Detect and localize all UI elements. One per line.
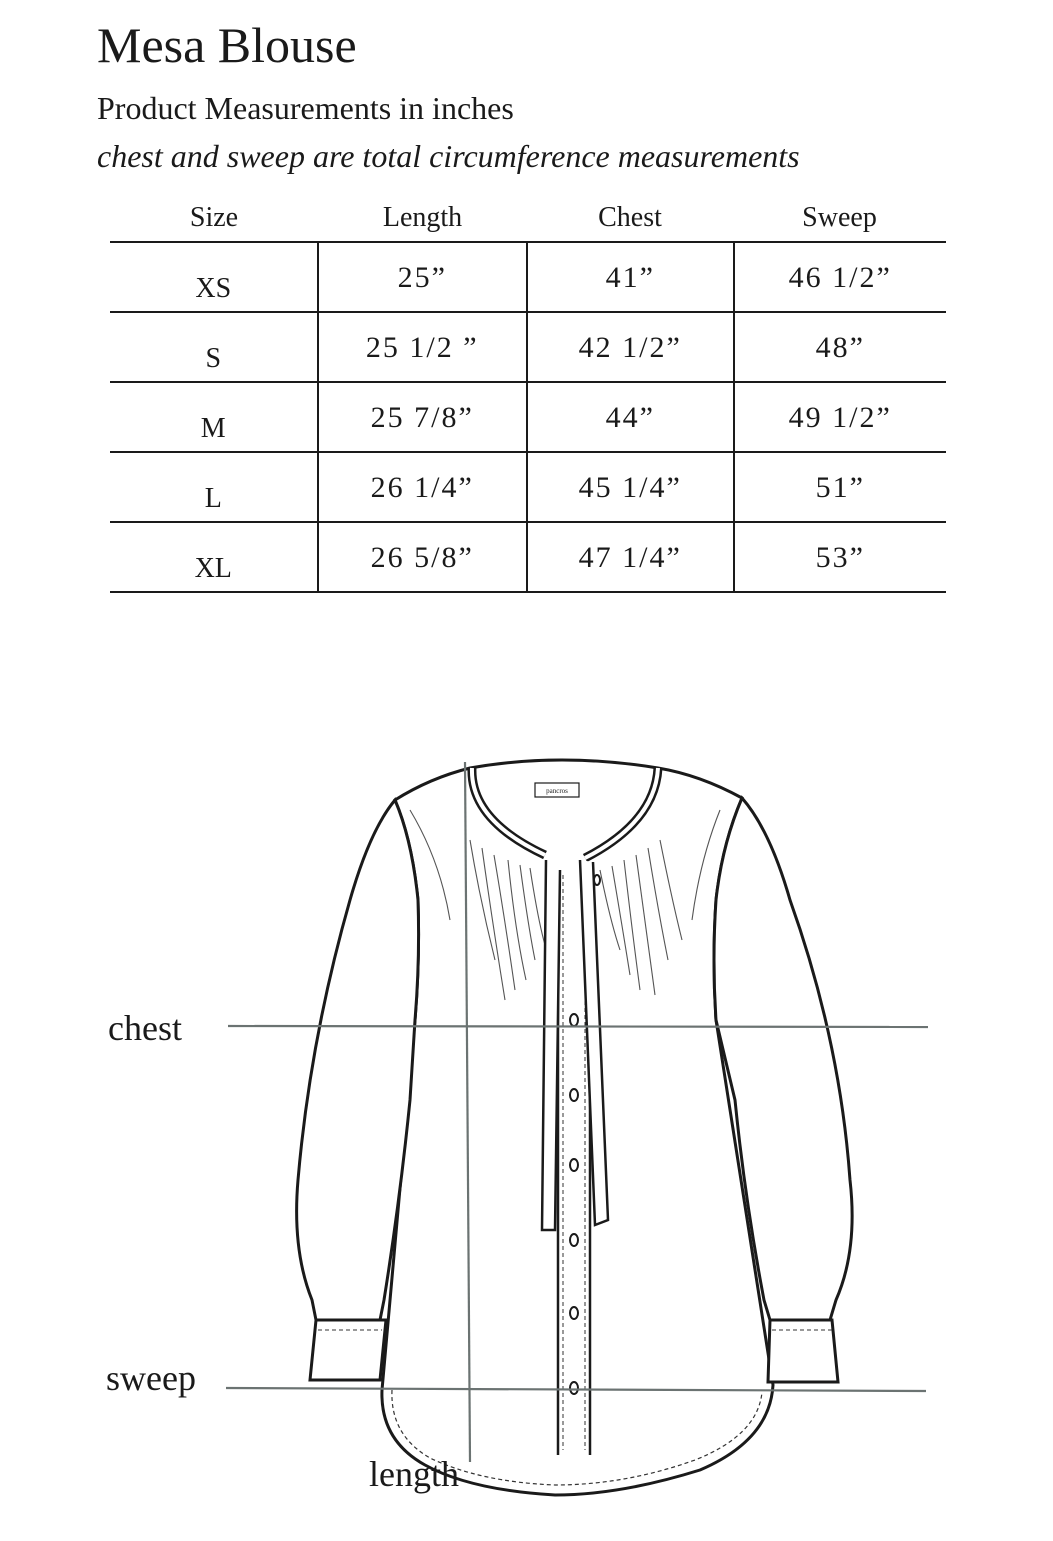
- size-cell: XL: [110, 523, 319, 591]
- garment-label-text: pancros: [546, 787, 568, 795]
- size-cell: XS: [110, 243, 319, 311]
- page-title: Mesa Blouse: [97, 17, 357, 73]
- measurement-note: chest and sweep are total circumference measurements: [97, 138, 800, 174]
- chest-label: chest: [108, 1008, 182, 1048]
- length-cell: 26 1/4”: [319, 453, 529, 521]
- button: [570, 1234, 578, 1246]
- size-cell: M: [110, 383, 319, 451]
- chest-measure-line: [228, 1026, 928, 1027]
- sweep-cell: 49 1/2”: [788, 401, 892, 434]
- column-header-sweep: Sweep: [802, 202, 877, 233]
- sweep-cell: 53”: [815, 541, 865, 574]
- chest-cell: 47 1/4”: [528, 523, 735, 591]
- chest-cell: 41”: [528, 243, 735, 311]
- size-cell: S: [110, 313, 319, 381]
- chest-cell: 44”: [528, 383, 735, 451]
- column-header-chest: Chest: [598, 202, 662, 233]
- page-subtitle: Product Measurements in inches: [97, 90, 514, 126]
- button: [570, 1382, 578, 1394]
- button: [570, 1307, 578, 1319]
- length-cell: 25 7/8”: [319, 383, 529, 451]
- button: [570, 1014, 578, 1026]
- sweep-cell: 51”: [815, 471, 865, 504]
- button: [570, 1159, 578, 1171]
- length-cell: 25”: [319, 243, 529, 311]
- length-cell: 25 1/2 ”: [319, 313, 529, 381]
- sweep-cell: 46 1/2”: [788, 261, 892, 294]
- sweep-label: sweep: [106, 1358, 196, 1398]
- chest-cell: 42 1/2”: [528, 313, 735, 381]
- length-label: length: [369, 1454, 459, 1494]
- chest-cell: 45 1/4”: [528, 453, 735, 521]
- sweep-cell: 48”: [815, 331, 865, 364]
- garment-label: [535, 783, 579, 797]
- left-cuff: [310, 1320, 386, 1380]
- sweep-measure-line: [226, 1388, 926, 1391]
- button: [570, 1089, 578, 1101]
- length-cell: 26 5/8”: [319, 523, 529, 591]
- column-header-length: Length: [382, 202, 463, 233]
- column-header-size: Size: [189, 202, 239, 233]
- right-cuff: [768, 1320, 838, 1382]
- size-cell: L: [110, 453, 319, 521]
